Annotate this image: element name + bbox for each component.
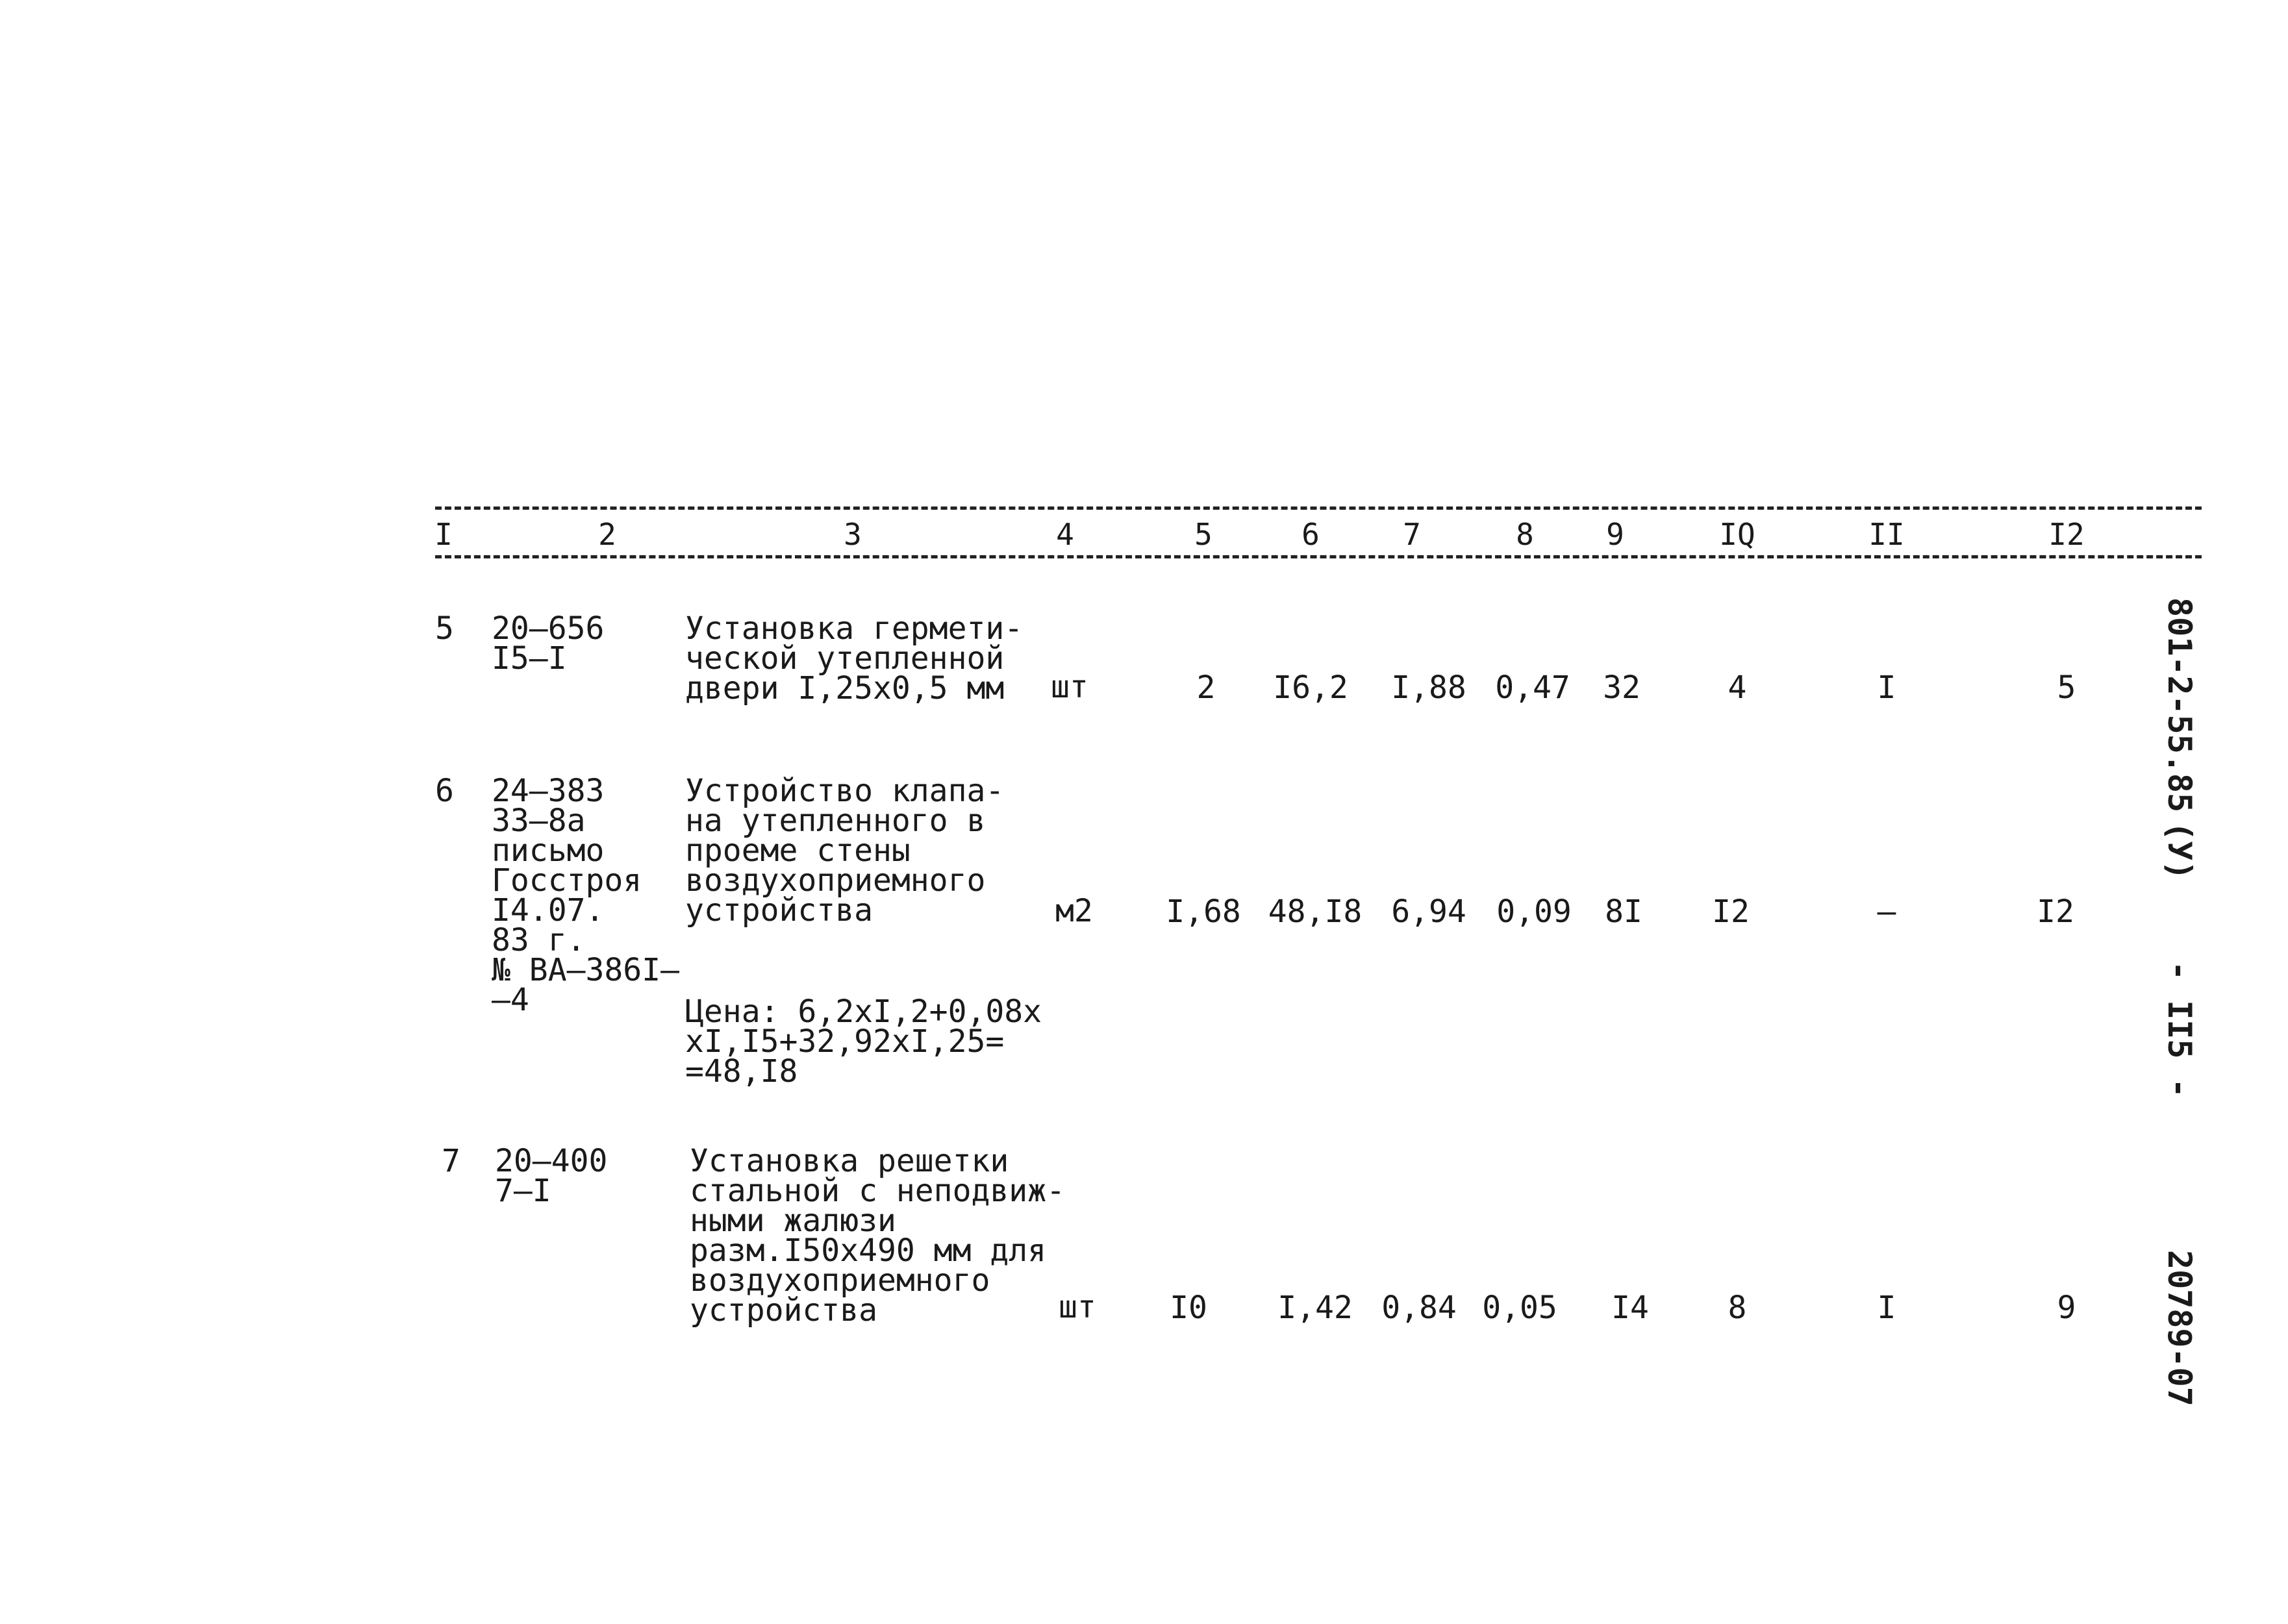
column-number-4: 4: [1056, 517, 1074, 552]
column-number-12: I2: [2048, 517, 2085, 552]
row-number: 5: [435, 610, 454, 647]
norm-code: 20–656 I5–I: [492, 610, 605, 677]
row-number: 7: [442, 1143, 460, 1179]
column-number-11: II: [1868, 517, 1905, 552]
col-10-value: I2: [1712, 893, 1750, 930]
work-description: Устройство клапа- на утепленного в проеме стены воздухоприемного устройства: [685, 773, 1005, 929]
column-number-10: IQ: [1719, 517, 1755, 552]
margin-volume-label: (У): [2161, 821, 2198, 881]
col-5-value: I0: [1170, 1290, 1207, 1326]
col-6-value: 48,I8: [1268, 893, 1363, 930]
col-8-value: 0,47: [1495, 669, 1570, 706]
margin-archive-number: 20789-07: [2161, 1250, 2198, 1406]
price-calculation-note: Цена: 6,2xI,2+0,08x xI,I5+32,92xI,25= =48,I8: [685, 993, 1042, 1090]
margin-page-number: - II5 -: [2161, 961, 2198, 1098]
col-10-value: 8: [1728, 1290, 1747, 1326]
unit: шт: [1051, 669, 1088, 705]
unit: м2: [1055, 893, 1093, 929]
column-number-8: 8: [1516, 517, 1534, 552]
col-11-value: I: [1877, 1290, 1896, 1326]
column-number-5: 5: [1194, 517, 1213, 552]
col-11-value: I: [1877, 669, 1896, 706]
col-10-value: 4: [1728, 669, 1747, 706]
column-number-6: 6: [1301, 517, 1320, 552]
col-5-value: I,68: [1166, 893, 1241, 930]
norm-code: 24–383 33–8а письмо Госстроя I4.07. 83 г. № ВА–386I– –4: [492, 773, 679, 1018]
col-6-value: I6,2: [1273, 669, 1348, 706]
col-8-value: 0,09: [1496, 893, 1572, 930]
header-top-rule: [435, 506, 2202, 510]
col-7-value: 0,84: [1381, 1290, 1457, 1326]
col-9-value: 8I: [1605, 893, 1642, 930]
col-12-value: 9: [2057, 1290, 2076, 1326]
column-number-1: I: [434, 517, 453, 552]
column-number-2: 2: [598, 517, 616, 552]
column-number-7: 7: [1403, 517, 1421, 552]
work-description: Установка гермети- ческой утепленной двери I,25x0,5 мм: [685, 610, 1024, 706]
col-7-value: 6,94: [1391, 893, 1466, 930]
unit: шт: [1059, 1289, 1096, 1325]
col-12-value: I2: [2037, 893, 2074, 930]
col-6-value: I,42: [1277, 1290, 1353, 1326]
column-number-3: 3: [844, 517, 862, 552]
col-9-value: 32: [1603, 669, 1641, 706]
col-9-value: I4: [1611, 1290, 1649, 1326]
column-number-9: 9: [1606, 517, 1624, 552]
col-5-value: 2: [1196, 669, 1216, 706]
norm-code: 20–400 7–I: [495, 1143, 608, 1209]
row-number: 6: [435, 773, 454, 809]
col-7-value: I,88: [1391, 669, 1466, 706]
work-description: Установка решетки стальной с неподвиж- ными жалюзи разм.I50x490 мм для воздухоприемного устройства: [690, 1143, 1065, 1329]
header-bottom-rule: [435, 555, 2202, 558]
margin-document-code: 801-2-55.85: [2161, 597, 2198, 813]
col-8-value: 0,05: [1482, 1290, 1557, 1326]
col-12-value: 5: [2057, 669, 2076, 706]
col-11-value: –: [1877, 893, 1896, 930]
